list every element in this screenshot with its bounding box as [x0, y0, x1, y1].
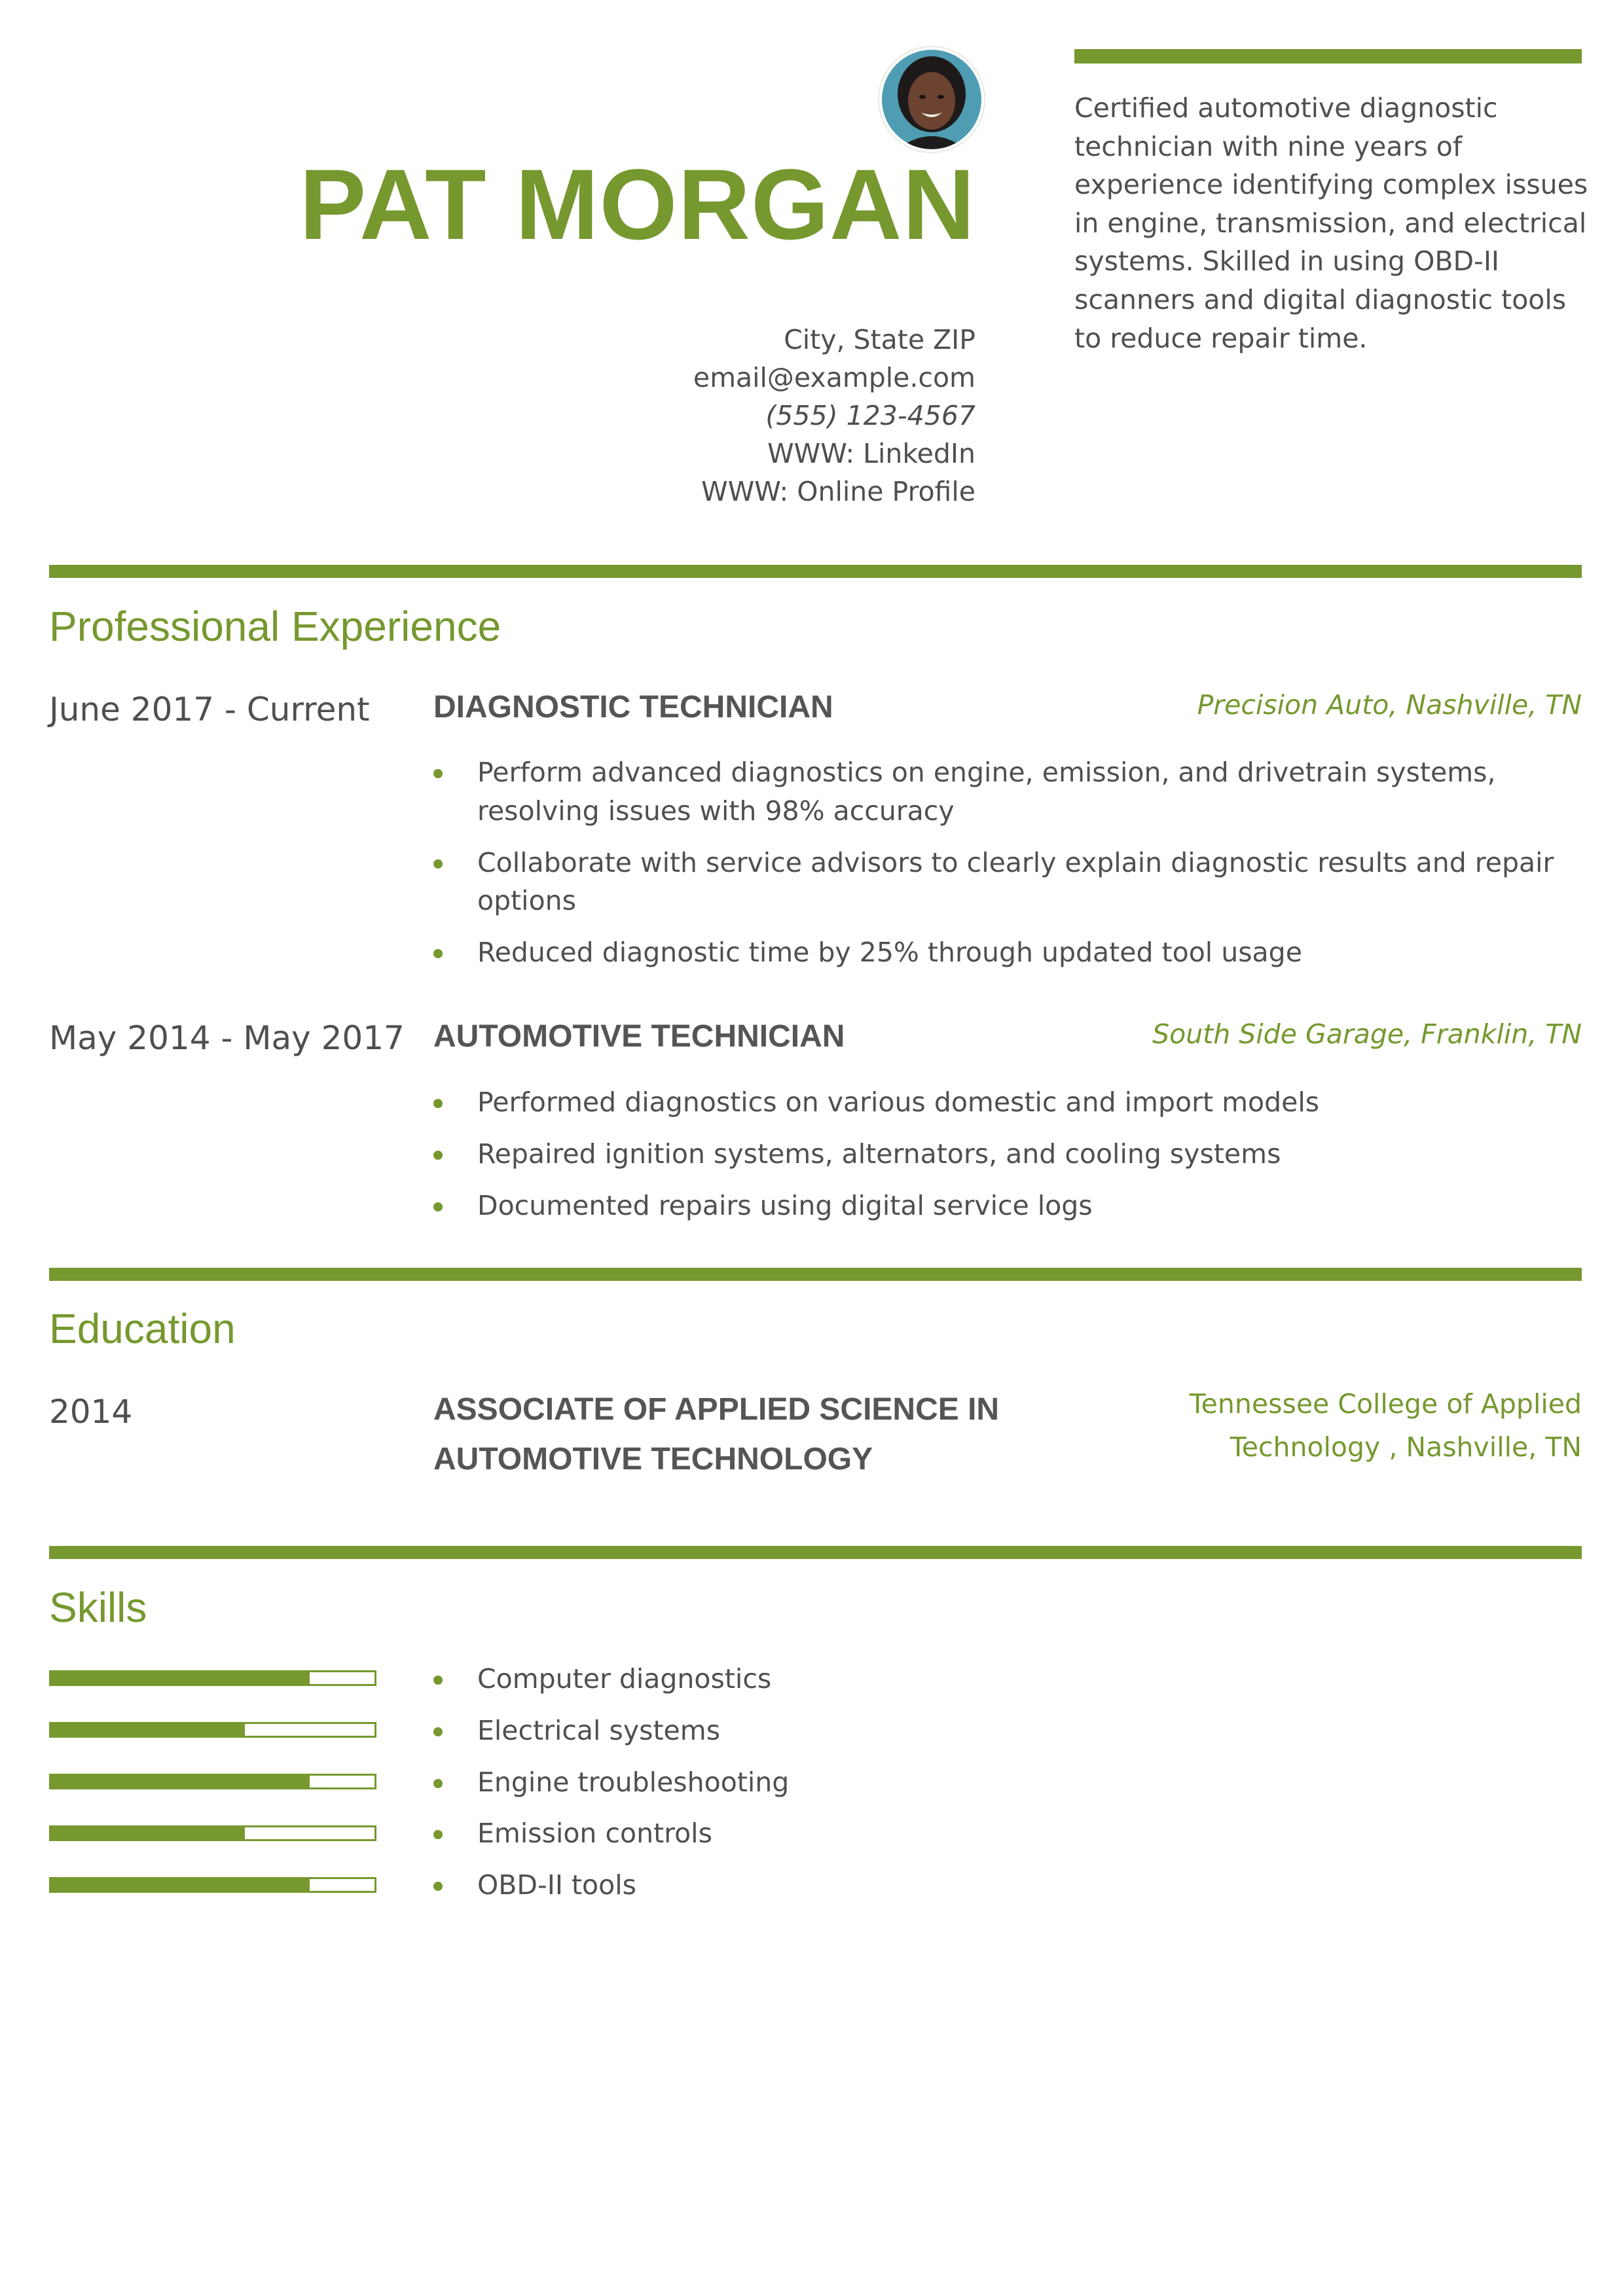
contact-linkedin-link[interactable]: WWW: LinkedIn — [767, 438, 976, 469]
contact-address: City, State ZIP — [784, 324, 976, 355]
skill-level-fill — [51, 1879, 310, 1891]
skill-level-fill — [51, 1724, 245, 1736]
skill-level-bar — [49, 1670, 376, 1686]
skill-level-bar — [49, 1722, 376, 1738]
contact-block — [693, 321, 976, 511]
list-item: Repaired ignition systems, alternators, and cooling systems — [433, 1135, 1586, 1174]
skill-level-fill — [51, 1827, 245, 1839]
skill-level-bar — [49, 1877, 376, 1893]
job-company: South Side Garage, Franklin, TN — [1152, 1018, 1582, 1050]
contact-phone[interactable]: (555) 123-4567 — [765, 400, 976, 431]
job-company: Precision Auto, Nashville, TN — [1197, 689, 1582, 721]
education-school: Tennessee College of Applied Technology , Nashville, TN — [1189, 1388, 1582, 1463]
skill-level-bar — [49, 1825, 376, 1841]
job-bullets — [433, 1083, 1586, 1238]
avatar-image — [882, 50, 981, 149]
education-degree: ASSOCIATE OF APPLIED SCIENCE IN AUTOMOTIVE TECHNOLOGY — [433, 1392, 1000, 1477]
list-item: Electrical systems — [433, 1712, 1586, 1750]
list-item: Performed diagnostics on various domestic and import models — [433, 1083, 1586, 1122]
job-dates: May 2014 - May 2017 — [49, 1019, 405, 1057]
job-title: AUTOMOTIVE TECHNICIAN — [433, 1019, 845, 1054]
skills-section-title: Skills — [49, 1584, 147, 1631]
education-divider — [49, 1268, 1582, 1281]
skill-level-fill — [51, 1672, 310, 1684]
job-dates: June 2017 - Current — [49, 691, 370, 728]
list-item: Emission controls — [433, 1814, 1586, 1853]
job-bullets — [433, 753, 1586, 985]
list-item: Documented repairs using digital service logs — [433, 1187, 1586, 1225]
list-item: Computer diagnostics — [433, 1660, 1586, 1698]
job-title: DIAGNOSTIC TECHNICIAN — [433, 690, 833, 725]
profile-photo — [879, 47, 984, 152]
list-item: Engine troubleshooting — [433, 1763, 1586, 1802]
summary-divider — [1074, 49, 1582, 63]
candidate-name: PAT MORGAN — [299, 149, 976, 260]
skill-level-bar — [49, 1774, 376, 1789]
list-item: Perform advanced diagnostics on engine, emission, and drivetrain systems, resolving issues with 98% accuracy — [433, 753, 1586, 831]
education-year: 2014 — [49, 1393, 133, 1431]
list-item: Collaborate with service advisors to clearly explain diagnostic results and repair options — [433, 844, 1586, 921]
experience-divider — [49, 565, 1582, 578]
list-item: OBD-II tools — [433, 1866, 1586, 1905]
experience-section-title: Professional Experience — [49, 603, 501, 650]
professional-summary: Certified automotive diagnostic technician with nine years of experience identifying complex issues in engine, transmission, and electrical systems. Skilled in using OBD-II scanners and digital diagnostic tools to reduce repair time. — [1074, 92, 1588, 354]
contact-email[interactable]: email@example.com — [693, 362, 976, 393]
skill-level-fill — [51, 1776, 310, 1787]
skills-divider — [49, 1546, 1582, 1559]
list-item: Reduced diagnostic time by 25% through updated tool usage — [433, 933, 1586, 972]
skills-list — [433, 1660, 1586, 1918]
contact-profile-link[interactable]: WWW: Online Profile — [701, 476, 976, 507]
education-section-title: Education — [49, 1305, 236, 1352]
